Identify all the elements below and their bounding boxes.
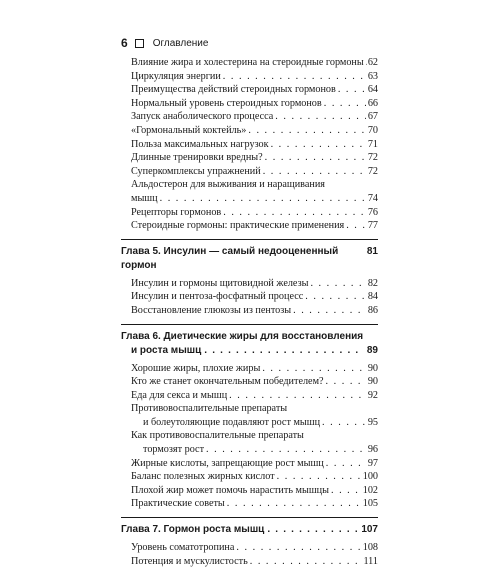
toc-entry: Потенция и мускулистость . . . 111 <box>121 555 378 568</box>
toc-entry: Запуск анаболического процесса . . . 67 <box>121 110 378 124</box>
toc-entry: «Гормональный коктейль» . . . 70 <box>121 124 378 138</box>
toc-entry: Влияние жира и холестерина на стероидные гормоны . . . 62 <box>121 56 378 70</box>
toc-entry: тормозят рост . . . 96 <box>121 443 378 457</box>
toc-entry: Как противовоспалительные препараты <box>131 430 304 442</box>
chapter-divider <box>121 239 378 240</box>
toc-entry: Стероидные гормоны: практические применения . . . 77 <box>121 219 378 233</box>
toc-entry: Инсулин и пентоза-фосфатный процесс . . . 84 <box>121 290 378 304</box>
toc-entry: Польза максимальных нагрузок . . . 71 <box>121 138 378 152</box>
chapter-divider <box>121 324 378 325</box>
square-icon <box>135 39 144 48</box>
toc-entry: Преимущества действий стероидных гормонов . . . 64 <box>121 83 378 97</box>
toc-entry: Длинные тренировки вредны? . . . 72 <box>121 151 378 165</box>
toc-entry: Нормальный уровень стероидных гормонов . . . 66 <box>121 97 378 111</box>
toc-entry: Рецепторы гормонов . . . 76 <box>121 206 378 220</box>
toc-entry: Баланс полезных жирных кислот . . . 100 <box>121 470 378 484</box>
chapter-heading: Глава 6. Диетические жиры для восстановления <box>121 330 364 342</box>
toc-entry: Инсулин и гормоны щитовидной железы . . . 82 <box>121 277 378 291</box>
chapter-heading-cont: и роста мышц . . . 89 <box>121 344 378 358</box>
toc-entry: Практические советы . . . 105 <box>121 497 378 511</box>
table-of-contents <box>121 56 378 568</box>
toc-entry: Жирные кислоты, запрещающие рост мышц . . . 97 <box>121 457 378 471</box>
chapter-heading: Глава 7. Гормон роста мышц . . . 107 <box>121 523 378 537</box>
toc-entry: Уровень соматотропина . . . 108 <box>121 541 378 555</box>
toc-entry: Циркуляция энергии . . . 63 <box>121 70 378 84</box>
toc-entry: и болеутоляющие подавляют рост мышц . . . 95 <box>121 416 378 430</box>
chapter-divider <box>121 517 378 518</box>
toc-entry: мышц . . . 74 <box>121 192 378 206</box>
page-number: 6 <box>121 36 128 50</box>
toc-entry: Плохой жир может помочь нарастить мышцы . . . 102 <box>121 484 378 498</box>
page-header <box>121 36 208 50</box>
toc-entry: Противовоспалительные препараты <box>131 403 288 415</box>
toc-entry: Суперкомплексы упражнений . . . 72 <box>121 165 378 179</box>
toc-entry: Хорошие жиры, плохие жиры . . . 90 <box>121 362 378 376</box>
toc-entry: Альдостерон для выживания и наращивания <box>131 179 325 191</box>
toc-entry: Кто же станет окончательным победителем? . . . 90 <box>121 375 378 389</box>
chapter-heading: Глава 5. Инсулин — самый недооцененный гормон 81 <box>121 245 378 271</box>
running-title: Оглавление <box>152 37 209 49</box>
toc-entry: Еда для секса и мышц . . . 92 <box>121 389 378 403</box>
toc-entry: Восстановление глюкозы из пентозы . . . 86 <box>121 304 378 318</box>
